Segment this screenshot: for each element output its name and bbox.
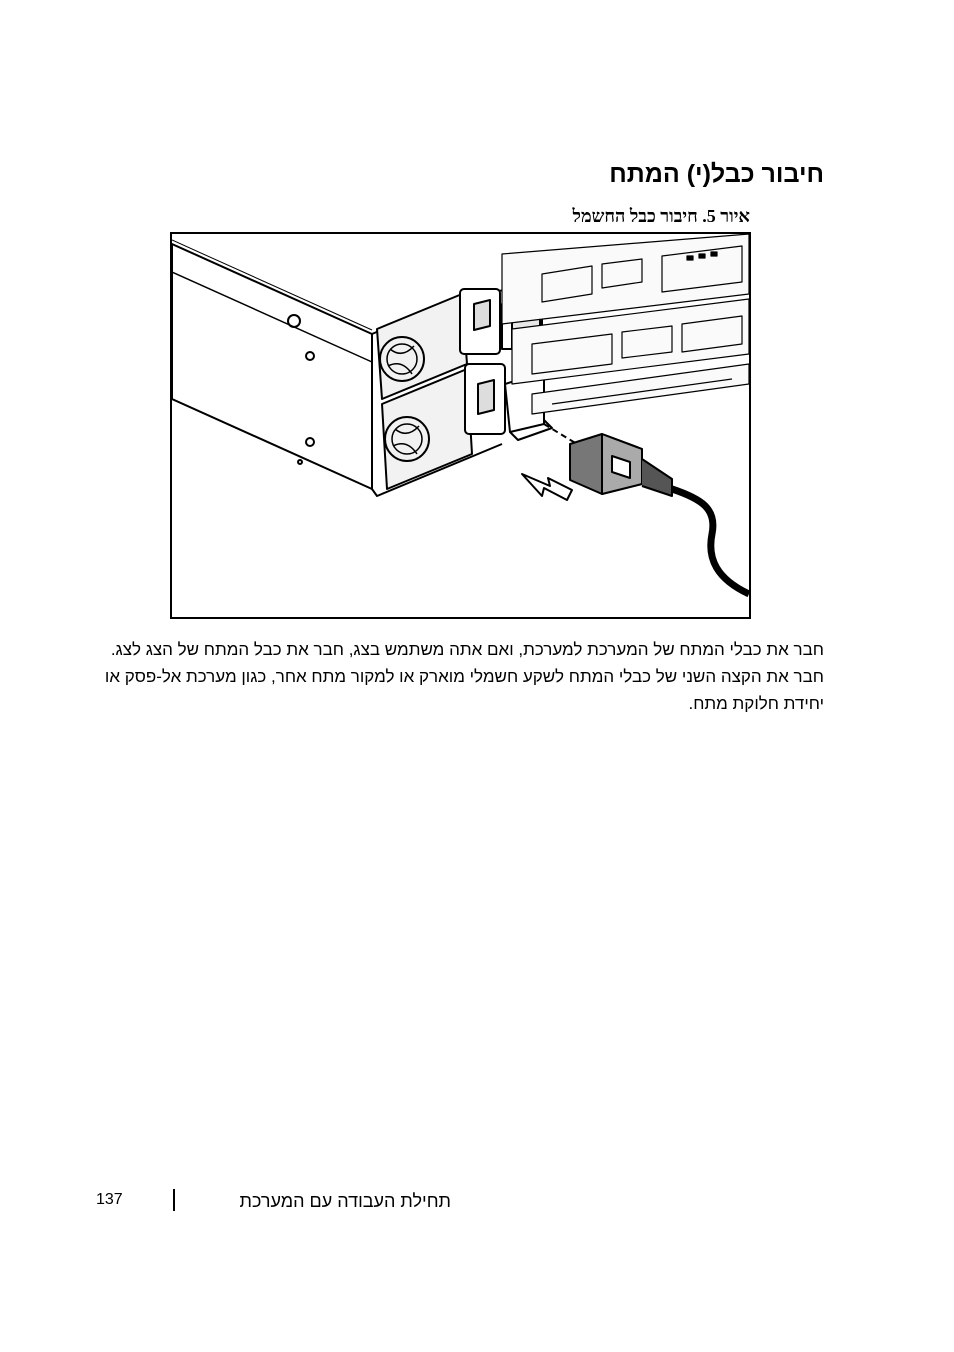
- instruction-paragraph: חבר את כבלי המתח של המערכת למערכת, ואם אתה משתמש בצג, חבר את כבל המתח של הצג לצג. חבר את הקצה השני של כבלי המתח לשקע חשמלי מוארק או למקור מתח אחר, כגון מערכת אל-פסק או יחידת חלוקת מתח.: [104, 640, 824, 713]
- chapter-title: תחילת העבודה עם המערכת: [239, 1191, 451, 1211]
- server-power-cable-illustration: [170, 232, 751, 619]
- footer-divider: [173, 1189, 175, 1211]
- figure-caption: איור 5. חיבור כבל החשמל: [572, 206, 750, 226]
- page-number: 137: [96, 1191, 123, 1208]
- section-title: חיבור כבל(י) המתח: [609, 160, 824, 188]
- server-rear-drawing: [172, 234, 749, 617]
